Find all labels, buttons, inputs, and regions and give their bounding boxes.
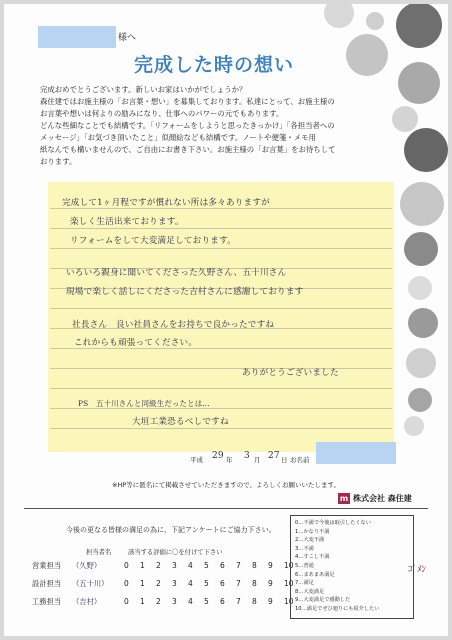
rating-scale-design[interactable]: [124, 579, 300, 588]
company-block: [338, 493, 412, 504]
construction-staff-name: （吉村）: [72, 597, 102, 606]
decor-circle: [404, 128, 448, 172]
rating-option[interactable]: 3: [172, 597, 177, 606]
rating-option[interactable]: 7: [236, 561, 241, 570]
date-year-unit: 年: [226, 456, 233, 464]
date-day: 27: [268, 451, 280, 461]
decor-circle: [404, 232, 438, 266]
handwriting-area: [48, 182, 394, 452]
handwritten-line: いろいろ親身に聞いてくださった久野さん、五十川さん: [66, 268, 287, 278]
recipient-name-box: [38, 26, 116, 48]
legend-item: 4…すこし不満: [295, 554, 330, 561]
decor-circle: [400, 182, 444, 226]
rating-option[interactable]: 10: [284, 561, 294, 570]
legend-item: 3…不満: [295, 545, 314, 552]
sales-staff-label: 営業担当: [32, 561, 62, 570]
rating-option[interactable]: 9: [268, 561, 273, 570]
rating-option[interactable]: 2: [156, 579, 161, 588]
rating-option[interactable]: 6: [220, 597, 225, 606]
legend-item: 10…満足でぜひ廻りにも紹介したい: [295, 605, 380, 612]
design-staff-name: （五十川）: [72, 579, 109, 588]
handwritten-line: 楽しく生活出来ております。: [70, 217, 184, 227]
decor-circle: [406, 348, 436, 378]
intro-line: 完成おめでとうございます。新しいお家はいかがでしょうか？: [40, 85, 247, 94]
rating-option[interactable]: 9: [268, 579, 273, 588]
rating-option[interactable]: 7: [236, 579, 241, 588]
handwritten-line: 大垣工業恐るべしですね: [132, 417, 229, 427]
legend-item: 9…大変満足で感動した: [295, 597, 351, 604]
salutation: 様へ: [118, 33, 137, 43]
rating-scale-construction[interactable]: [124, 597, 300, 606]
rating-option[interactable]: 8: [252, 597, 257, 606]
rating-option[interactable]: 7: [236, 597, 241, 606]
name-label: お名前: [290, 456, 310, 464]
handwritten-line: 社長さん 良い社員さんをお持ちで良かったですね: [72, 320, 275, 330]
decor-circle: [408, 388, 432, 412]
rating-option[interactable]: 1: [140, 579, 145, 588]
company-logo: m: [339, 494, 349, 503]
date-month: 3: [244, 451, 250, 461]
handwritten-line: これからも頑張ってください。: [74, 338, 198, 348]
decor-circle: [408, 308, 438, 338]
rating-scale-sales[interactable]: [124, 561, 300, 570]
rating-option[interactable]: 0: [124, 597, 129, 606]
intro-line: 紙なんでも構いませんので、ご自由にお書き下さい。お施主様の「お言葉」をお待ちして: [40, 145, 336, 154]
design-staff-label: 設計担当: [32, 579, 62, 588]
page-title: 完成した時の想い: [133, 54, 294, 76]
intro-line: 森住建ではお施主様の「お言葉・想い」を募集しております。私達にとって、お施主様の: [40, 97, 335, 106]
intro-text: [40, 84, 386, 168]
rating-option[interactable]: 4: [188, 561, 193, 570]
intro-line: どんな些細なことでも結構です。「リフォームをしようと思ったきっかけ」「各担当者への: [40, 121, 335, 130]
intro-line: おります。: [40, 157, 77, 166]
decor-circle: [408, 276, 432, 300]
legend-item: 0…不満で今後は取引したくない: [295, 520, 371, 526]
staff-column-header: 担当者名: [86, 549, 112, 556]
intro-line: お言葉や想いは何よりの励みになり、仕事へのパワーの元でもあります。: [40, 109, 284, 118]
rating-option[interactable]: 1: [140, 561, 145, 570]
legend-item: 7…満足: [295, 580, 314, 587]
handwritten-line: ありがとうございました: [242, 368, 339, 378]
signature-box: [316, 442, 396, 464]
rating-option[interactable]: 6: [220, 579, 225, 588]
sales-staff-name: （久野）: [72, 561, 102, 570]
rating-option[interactable]: 5: [204, 579, 209, 588]
handwritten-line: 完成して1ヶ月程ですが慣れない所は多々ありますが: [62, 198, 270, 208]
rating-option[interactable]: 5: [204, 561, 209, 570]
rating-option[interactable]: 1: [140, 597, 145, 606]
decor-circle: [392, 106, 418, 132]
rating-option[interactable]: 0: [124, 579, 129, 588]
legend-item: 6…まあまあ満足: [295, 571, 335, 578]
decor-circle: [396, 4, 442, 48]
handwritten-line: 現場で楽しく話しにくださった吉村さんに感謝しております: [66, 287, 304, 297]
rating-option[interactable]: 2: [156, 597, 161, 606]
handwritten-mark: ｺﾞﾒﾝ: [408, 565, 427, 575]
date-day-unit: 日: [281, 456, 288, 464]
decor-circle: [404, 416, 424, 436]
date-year: 29: [212, 451, 224, 461]
rating-option[interactable]: 3: [172, 561, 177, 570]
rating-option[interactable]: 10: [284, 597, 294, 606]
decor-circle: [324, 4, 354, 28]
rating-option[interactable]: 8: [252, 579, 257, 588]
handwritten-line: リフォームをして大変満足しております。: [70, 236, 236, 246]
legend-item: 2…大変不満: [295, 537, 325, 544]
rating-option[interactable]: 4: [188, 597, 193, 606]
rating-option[interactable]: 3: [172, 579, 177, 588]
date-era: 平成: [190, 456, 203, 464]
intro-line: メッセージ」「お気づき頂いたこと」似顔絵なども結構です。ノートや便箋・メモ用: [40, 133, 316, 142]
company-name: 株式会社 森住建: [353, 494, 412, 503]
construction-staff-label: 工務担当: [32, 597, 62, 606]
rating-option[interactable]: 8: [252, 561, 257, 570]
rating-option[interactable]: 4: [188, 579, 193, 588]
questionnaire-sheet: [4, 4, 448, 636]
handwritten-line: PS 五十川さんと同級生だったとは…: [78, 399, 210, 408]
rating-option[interactable]: 0: [124, 561, 129, 570]
rating-option[interactable]: 9: [268, 597, 273, 606]
legend-item: 1…かなり不満: [295, 528, 330, 535]
rating-option[interactable]: 5: [204, 597, 209, 606]
legend-item: 8…大変満足: [295, 588, 325, 595]
rating-column-header: 該当する評価に〇を付けて下さい: [128, 549, 223, 556]
divider: [24, 508, 428, 509]
survey-intro: 今後の更なる皆様の満足の為に、下記アンケートにご協力下さい。: [66, 526, 276, 534]
rating-legend: [290, 515, 414, 619]
publication-note: ※HP等に匿名にて掲載させていただきますので、よろしくお願いいたします。: [111, 481, 341, 489]
rating-option[interactable]: 10: [284, 579, 294, 588]
rating-option[interactable]: 6: [220, 561, 225, 570]
rating-option[interactable]: 2: [156, 561, 161, 570]
legend-item: 5…普通: [295, 562, 314, 569]
decor-circle: [366, 12, 384, 30]
date-month-unit: 月: [254, 456, 261, 464]
